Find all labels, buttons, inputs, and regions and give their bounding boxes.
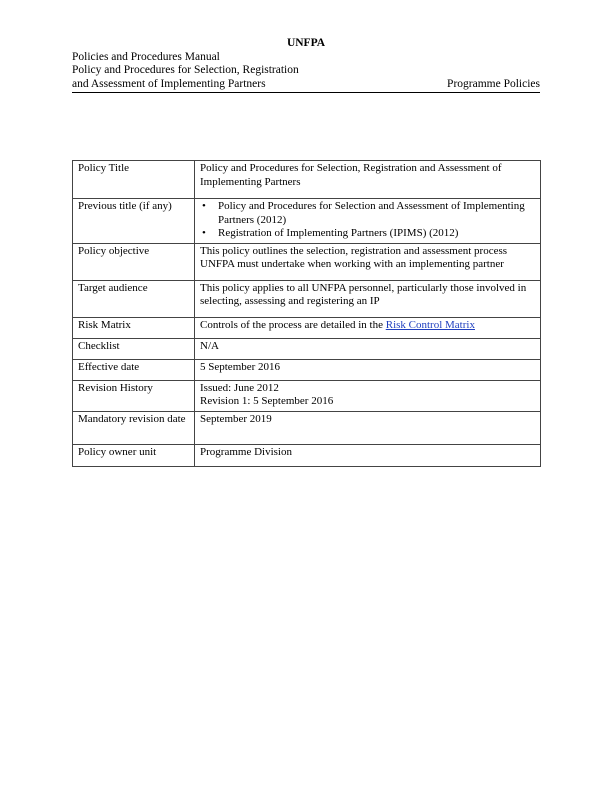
- risk-matrix-label: Risk Matrix: [73, 317, 195, 338]
- target-audience-label: Target audience: [73, 280, 195, 317]
- list-item: [202, 200, 535, 227]
- table-row: [73, 411, 541, 444]
- table-row: [73, 380, 541, 411]
- header-last-line: [72, 78, 540, 93]
- policy-owner-label: Policy owner unit: [73, 444, 195, 466]
- effective-date-value: 5 September 2016: [195, 359, 541, 380]
- target-audience-value: This policy applies to all UNFPA personnel, particularly those involved in selecting, assessing and registering an IP: [195, 280, 541, 317]
- bullet-icon: •: [202, 227, 206, 240]
- policy-owner-value: Programme Division: [195, 444, 541, 466]
- bullet-icon: •: [202, 200, 206, 212]
- risk-matrix-value: [195, 317, 541, 338]
- previous-title-label: Previous title (if any): [73, 199, 195, 244]
- header-manual-title: Policies and Procedures Manual: [72, 51, 220, 63]
- mandatory-revision-value: September 2019: [195, 411, 541, 444]
- risk-control-matrix-link[interactable]: Risk Control Matrix: [385, 318, 475, 331]
- previous-title-value: [195, 199, 541, 244]
- revision-history-label: Revision History: [73, 380, 195, 411]
- org-name: UNFPA: [286, 37, 326, 49]
- revision-history-issued: Issued: June 2012: [200, 381, 279, 394]
- revision-history-revision: Revision 1: 5 September 2016: [200, 395, 334, 408]
- table-row: [73, 199, 541, 244]
- checklist-label: Checklist: [73, 338, 195, 359]
- list-item: [202, 227, 535, 241]
- page-header: [72, 36, 540, 93]
- policy-objective-value: This policy outlines the selection, registration and assessment process UNFPA must undertake when working with an implementing partner: [195, 243, 541, 280]
- revision-history-value: [195, 380, 541, 411]
- mandatory-revision-label: Mandatory revision date: [73, 411, 195, 444]
- table-row: [73, 359, 541, 380]
- table-row: [73, 280, 541, 317]
- table-row: [73, 444, 541, 466]
- table-row: [73, 338, 541, 359]
- table-row: [73, 243, 541, 280]
- previous-title-list: [200, 200, 535, 241]
- table-row: [73, 317, 541, 338]
- previous-title-item: Policy and Procedures for Selection and Assessment of Implementing Partners (2012): [218, 200, 525, 226]
- policy-title-label: Policy Title: [73, 161, 195, 199]
- header-policy-title-line2: and Assessment of Implementing Partners: [72, 77, 266, 90]
- checklist-value: N/A: [195, 338, 541, 359]
- risk-matrix-text: Controls of the process are detailed in the: [200, 318, 383, 331]
- table-row: [73, 161, 541, 199]
- header-section-name: Programme Policies: [447, 77, 540, 90]
- policy-info-table: [72, 160, 541, 467]
- policy-objective-label: Policy objective: [73, 243, 195, 280]
- header-policy-title-line1: Policy and Procedures for Selection, Registration: [72, 64, 299, 77]
- policy-title-value: Policy and Procedures for Selection, Registration and Assessment of Implementing Partners: [195, 161, 541, 199]
- previous-title-item: Registration of Implementing Partners (IPIMS) (2012): [218, 227, 459, 240]
- effective-date-label: Effective date: [73, 359, 195, 380]
